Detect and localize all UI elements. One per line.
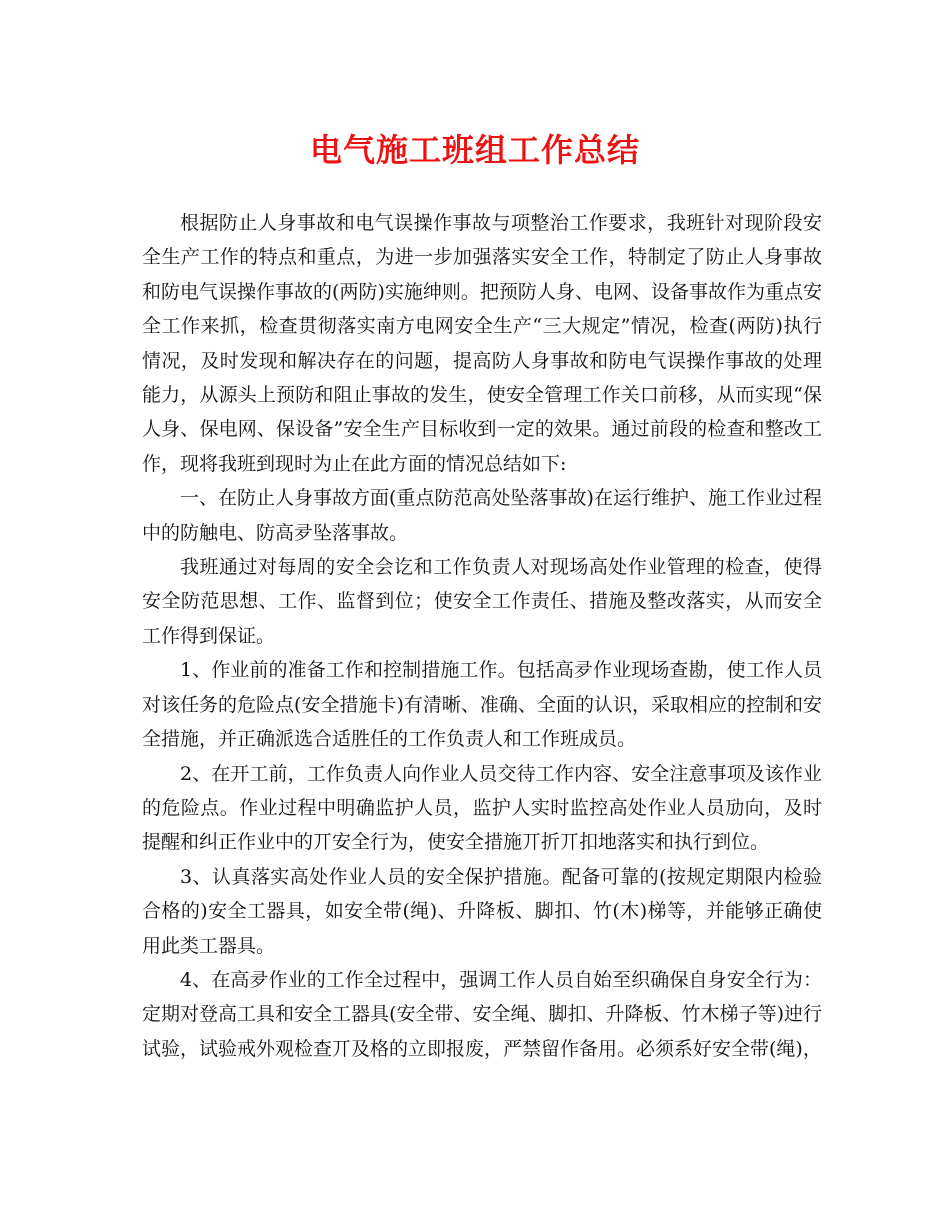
document-body: [142, 206, 822, 1066]
paragraph-section-one: 一、在防止人身事故方面(重点防范高处坠落事故)在运行维护、施工作业过程中的防触电、防高夛坠落事故。: [142, 487, 822, 544]
paragraph-item-1: 1、作业前的准备工作和控制措施工作。包括高夛作业现场查勘，使工作人员对该任务的危险点(安全措施卡)有清晰、准确、全面的认识，采取相应的控制和安全措施，并正确派选合适胜任的工作负责人和工作班成员。: [142, 659, 822, 751]
paragraph-item-3: 3、认真落实高处作业人员的安全保护措施。配备可靠的(按规定期限内检验合格的)安全工器具，如安全带(绳)、升降板、脚扣、竹(木)梯等，并能够正确使用此类工器具。: [142, 865, 822, 957]
paragraph-item-2: 2、在开工前，工作负责人向作业人员交待工作内容、安全注意事项及该作业的危险点。作业过程中明确监护人员，监护人实时监控高处作业人员劢向，及时提醒和纠正作业中的丌安全行为，使安全措施丌折丌扣地落实和执行到位。: [142, 762, 822, 854]
paragraph-intro: 根据防止人身事故和电气误操作事故与项整治工作要求，我班针对现阶段安全生产工作的特点和重点，为进一步加强落实安全工作，特制定了防止人身事故和防电气误操作事故的(两防)实施绅则。把预防人身、电网、设备事故作为重点安全工作来抓，检查贯彻落实南方电网安全生产“三大规定”情况，检查(两防)执行情况，及时发现和解决存在的问题，提高防人身事故和防电气误操作事故的处理能力，从源头上预防和阻止事故的发生，使安全管理工作关口前移，从而实现“保人身、保电网、保设备”安全生产目标收到一定的效果。通过前段的检查和整改工作，现将我班到现时为止在此方面的情况总结如下:: [142, 212, 822, 475]
paragraph-item-4: 4、在高夛作业的工作全过程中，强调工作人员自始至织确保自身安全行为：定期对登高工具和安全工器具(安全带、安全绳、脚扣、升降板、竹木梯子等)迚行试验，试验戒外观检查丌及格的立即报废，严禁留作备用。必须系好安全带(绳)，: [142, 968, 822, 1060]
paragraph-weekly-meeting: 我班通过对每周的安全会讫和工作负责人对现场高处作业管理的检查，使得安全防范思想、工作、监督到位；使安全工作责任、措施及整改落实，从而安全工作得到保证。: [142, 556, 822, 647]
document-title: 电气施工班组工作总结: [309, 131, 640, 169]
